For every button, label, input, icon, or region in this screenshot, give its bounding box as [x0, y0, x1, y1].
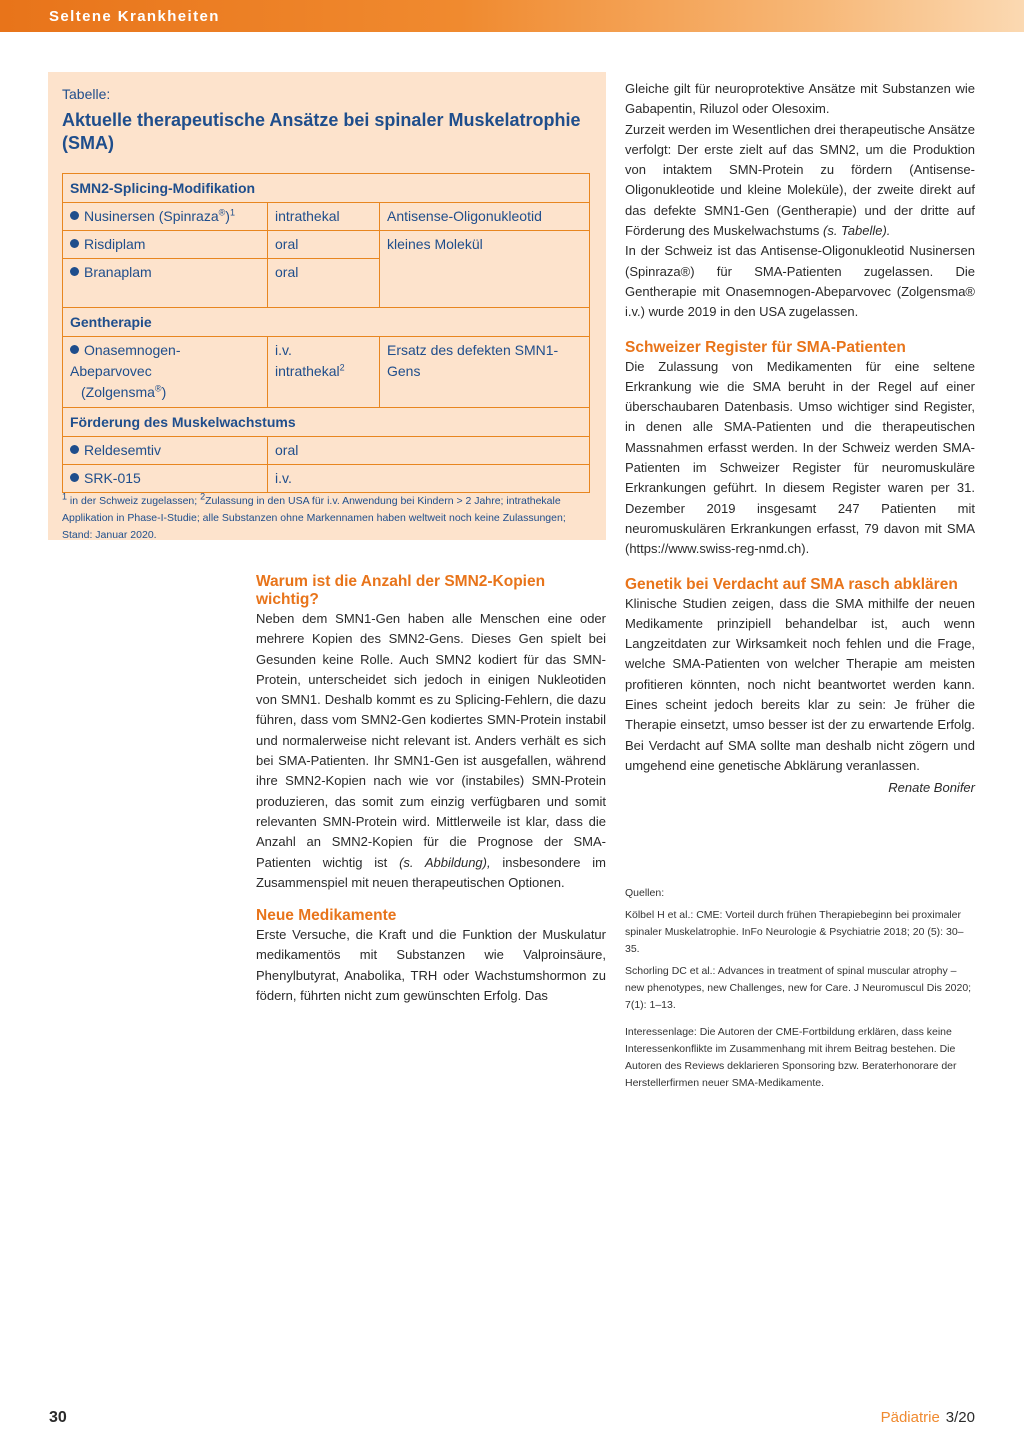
bullet-icon — [70, 239, 79, 248]
paragraph: Gleiche gilt für neuroprotektive Ansätze mit Substanzen wie Gabapentin, Riluzol oder Olesoxim. — [625, 81, 975, 117]
section-title: Seltene Krankheiten — [49, 8, 220, 25]
table-section-row — [63, 408, 590, 437]
paragraph: Die Zulassung von Medikamenten für eine seltene Erkrankung wie die SMA beruht in der Regel auf einer überschaubaren Datenbasis. Umso wichtiger sind Register, in denen alle SMA-Patienten und die therapeutischen Massnahmen erfasst werden. In der Schweiz werden SMA-Patienten im Schweizer Register für neuromuskuläre Erkrankungen geführt. In diesem Register waren per 31. Dezember 2019 insgesamt 247 Patienten mit neuromuskulären Erkrankungen erfasst, 79 davon mit SMA (https://www.swiss-reg-nmd.ch). — [625, 358, 975, 557]
journal-name: Pädiatrie — [880, 1409, 940, 1426]
bullet-icon — [70, 473, 79, 482]
route-cell: oral — [268, 259, 380, 308]
bullet-icon — [70, 445, 79, 454]
journal-footer — [881, 1409, 975, 1426]
route-cell: oral — [268, 231, 380, 259]
route-cell: i.v. — [268, 465, 590, 493]
bullet-icon — [70, 267, 79, 276]
section-gentherapie: Gentherapie — [63, 308, 590, 337]
table-row — [63, 337, 590, 408]
table-row — [63, 465, 590, 493]
paragraph: Zurzeit werden im Wesentlichen drei therapeutische Ansätze verfolgt: Der erste zielt auf das SMN2, um die Produktion von intaktem SMN-Protein zu fördern (Antisense-Oligonukleotide und kleine Moleküle), der zweite direkt auf das defekte SMN1-Gen (Gentherapie) und der dritte auf Förderung des Muskelwachstums (s. Tabelle). — [625, 121, 975, 239]
paragraph: Klinische Studien zeigen, dass die SMA mithilfe der neuen Medikamente prinzipiell behandelbar ist, auch wenn Langzeitdaten zur Wirksamkeit noch fehlen und die Frage, welche SMA-Patienten von welcher Therapie am meisten profitieren könnten, noch nicht beantwortet werden kann. Eines scheint jedoch bereits klar zu sein: Je früher die Therapie einsetzt, umso besser ist der zu erwartende Erfolg. Bei Verdacht auf SMA sollte man deshalb nicht zögern und umgehend eine genetische Abklärung veranlassen. — [625, 595, 975, 773]
section-muskelwachstum: Förderung des Muskelwachstums — [63, 408, 590, 437]
table-row — [63, 203, 590, 231]
type-cell: kleines Molekül — [380, 231, 590, 308]
type-cell: Ersatz des defekten SMN1-Gens — [380, 337, 590, 408]
drug-cell: SRK-015 — [63, 465, 268, 493]
table-section-row — [63, 308, 590, 337]
journal-issue: 3/20 — [945, 1409, 975, 1426]
drug-cell: Branaplam — [63, 259, 268, 308]
table-row — [63, 437, 590, 465]
heading-smn2-copies: Warum ist die Anzahl der SMN2-Kopien wichtig? — [256, 573, 546, 608]
table-title: Aktuelle therapeutische Ansätze bei spinaler Muskelatrophie (SMA) — [62, 110, 581, 153]
drug-cell: Reldesemtiv — [63, 437, 268, 465]
bullet-icon — [70, 211, 79, 220]
route-cell: oral — [268, 437, 590, 465]
paragraph: In der Schweiz ist das Antisense-Oligonukleotid Nusinersen (Spinraza®) für SMA-Patienten zugelassen. Die Gentherapie mit Onasemnogen-Abeparvovec (Zolgensma® i.v.) wurde 2019 in den USA zugelassen. — [625, 243, 975, 320]
section-splicing: SMN2-Splicing-Modifikation — [63, 174, 590, 203]
heading-new-drugs: Neue Medikamente — [256, 907, 397, 925]
middle-column — [256, 573, 606, 1006]
therapy-table-box — [48, 72, 606, 540]
source-item: Kölbel H et al.: CME: Vorteil durch frühen Therapiebeginn bei proximaler spinaler Muskelatrophie. InFo Neurologie & Psychiatrie 2018; 20 (5): 30–35. — [625, 909, 964, 955]
paragraph: Neben dem SMN1-Gen haben alle Menschen eine oder mehrere Kopien des SMN2-Gens. Dieses Gen spielt bei Gesunden keine Rolle. Auch SMN2 kodiert für das SMN-Protein, unterscheidet sich jedoch in einigen Nukleotiden von SMN1. Deshalb kommt es zu Splicing-Fehlern, die dazu führen, dass vom SMN2-Gen kodiertes SMN-Protein instabil und normalerweise nicht relevant ist. Anders verhält es sich bei SMA-Patienten. Ihr SMN1-Gen ist ausgefallen, während ihre SMN2-Kopien nach wie vor (instabiles) SMN-Protein produzieren, das somit zum einzig verfügbaren und somit relevanten SMN-Protein wird. Mittlerweile ist klar, dass die Anzahl an SMN2-Kopien für die Prognose der SMA-Patienten wichtig ist (s. Abbildung), insbesondere im Zusammenspiel mit neuen therapeutischen Optionen. — [256, 611, 606, 890]
page-number: 30 — [49, 1409, 67, 1426]
type-cell: Antisense-Oligonukleotid — [380, 203, 590, 231]
heading-genetics: Genetik bei Verdacht auf SMA rasch abklären — [625, 575, 958, 593]
paragraph: Erste Versuche, die Kraft und die Funktion der Muskulatur medikamentös mit Substanzen wie Valproinsäure, Phenylbutyrat, Anabolika, TRH oder Wachstumshormon zu födern, führten nicht zum gewünschten Erfolg. Das — [256, 927, 606, 1004]
bullet-icon — [70, 345, 79, 354]
table-footnote: $^1$ in der Schweiz zugelassen; $^2$Zulassung in den USA für i.v. Anwendung bei Kindern > 2 Jahre; intrathekale Applikation in Phase-I-Studie; alle Substanzen ohne Markennamen haben weltweit noch keine Zulassungen; Stand: Januar 2020. — [62, 491, 566, 541]
drug-cell: Nusinersen (Spinraza®)$^1$ — [63, 203, 268, 231]
sources-block — [625, 885, 975, 1097]
right-column — [625, 79, 975, 799]
drug-cell: Risdiplam — [63, 231, 268, 259]
conflict-of-interest: Interessenlage: Die Autoren der CME-Fortbildung erklären, dass keine Interessenkonflikte im Zusammenhang mit ihrem Beitrag bestehen. Die Autoren des Reviews deklarieren Sponsoring bzw. Beraterhonorare der Herstellerfirmen neuer SMA-Medikamente. — [625, 1026, 957, 1089]
sources-label: Quellen: — [625, 887, 665, 899]
table-section-row — [63, 174, 590, 203]
drug-cell: Onasemnogen-Abeparvovec (Zolgensma®) — [63, 337, 268, 408]
route-cell: i.v. intrathekal$^2$ — [268, 337, 380, 408]
author: Renate Bonifer — [888, 780, 975, 796]
source-item: Schorling DC et al.: Advances in treatment of spinal muscular atrophy – new phenotypes, new Challenges, new for Care. J Neuromuscul Dis 2020; 7(1): 1–13. — [625, 965, 972, 1011]
route-cell: intrathekal — [268, 203, 380, 231]
therapy-table — [62, 173, 590, 493]
section-header-bar — [0, 0, 1024, 32]
table-row — [63, 231, 590, 259]
heading-swiss-register: Schweizer Register für SMA-Patienten — [625, 338, 906, 356]
table-label: Tabelle: — [62, 86, 111, 102]
